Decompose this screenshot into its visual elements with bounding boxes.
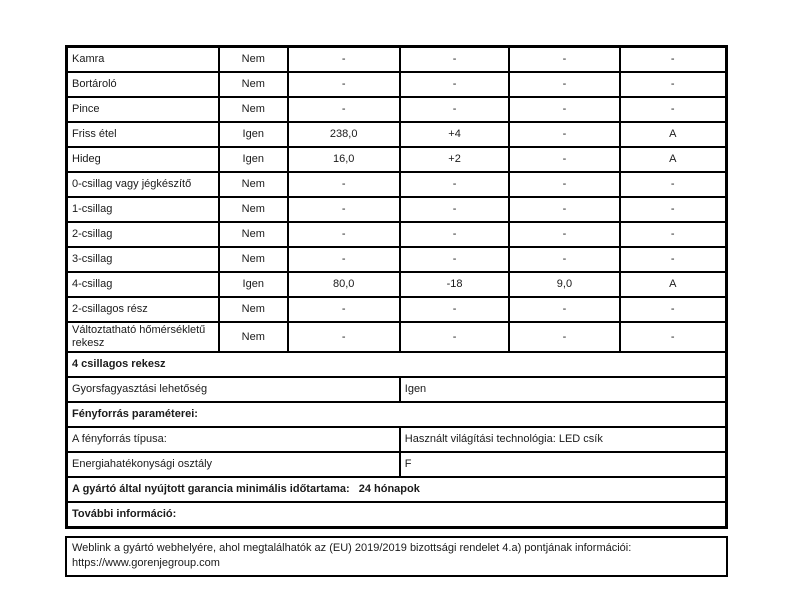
row-value-cell: - <box>288 197 400 222</box>
table-row <box>67 322 727 352</box>
row-value-cell: - <box>509 322 619 352</box>
table-row <box>67 72 727 97</box>
row-label-cell: 1-csillag <box>67 197 219 222</box>
row-value-cell: Nem <box>219 247 288 272</box>
table-row <box>67 297 727 322</box>
table-row <box>67 247 727 272</box>
weblink-box <box>65 536 728 577</box>
row-value-cell: - <box>509 97 619 122</box>
product-fiche-document <box>65 45 728 577</box>
fast-freeze-label: Gyorsfagyasztási lehetőség <box>67 377 400 402</box>
row-label-cell: Változtatható hőmérsékletű rekesz <box>67 322 219 352</box>
row-value-cell: +4 <box>400 122 510 147</box>
energy-class-value: F <box>400 452 727 477</box>
row-value-cell: A <box>620 272 727 297</box>
table-row <box>67 97 727 122</box>
row-value-cell: - <box>288 222 400 247</box>
warranty-label: A gyártó által nyújtott garancia minimális időtartama: <box>72 483 350 495</box>
row-label-cell: 3-csillag <box>67 247 219 272</box>
row-value-cell: - <box>620 97 727 122</box>
row-value-cell: Igen <box>219 122 288 147</box>
table-row <box>67 147 727 172</box>
row-value-cell: A <box>620 147 727 172</box>
row-value-cell: Nem <box>219 322 288 352</box>
light-source-section-header: Fényforrás paraméterei: <box>67 402 727 427</box>
row-value-cell: Nem <box>219 222 288 247</box>
row-label-cell: 4-csillag <box>67 272 219 297</box>
row-label-cell: 2-csillag <box>67 222 219 247</box>
row-value-cell: - <box>509 297 619 322</box>
row-value-cell: - <box>509 72 619 97</box>
row-value-cell: Igen <box>219 147 288 172</box>
row-value-cell: - <box>400 247 510 272</box>
row-value-cell: - <box>620 47 727 73</box>
row-value-cell: - <box>288 47 400 73</box>
weblink-text: Weblink a gyártó webhelyére, ahol megtalálhatók az (EU) 2019/2019 bizottsági rendelet 4.a) pontjának információi: <box>72 542 632 554</box>
row-value-cell: - <box>620 197 727 222</box>
row-value-cell: - <box>400 172 510 197</box>
light-source-type-label: A fényforrás típusa: <box>67 427 400 452</box>
row-label-cell: Hideg <box>67 147 219 172</box>
energy-class-label: Energiahatékonysági osztály <box>67 452 400 477</box>
warranty-value: 24 hónapok <box>358 483 420 495</box>
warranty-row <box>67 477 727 502</box>
row-value-cell: - <box>400 197 510 222</box>
table-row <box>67 402 727 427</box>
row-value-cell: 16,0 <box>288 147 400 172</box>
row-value-cell: Nem <box>219 47 288 73</box>
table-row <box>67 502 727 528</box>
four-star-section-header: 4 csillagos rekesz <box>67 352 727 377</box>
row-value-cell: - <box>509 47 619 73</box>
row-value-cell: -18 <box>400 272 510 297</box>
row-label-cell: Kamra <box>67 47 219 73</box>
row-value-cell: - <box>288 297 400 322</box>
compartment-rows <box>67 47 727 353</box>
row-value-cell: - <box>288 247 400 272</box>
table-row <box>67 427 727 452</box>
row-label-cell: Friss étel <box>67 122 219 147</box>
row-value-cell: 80,0 <box>288 272 400 297</box>
row-value-cell: - <box>400 47 510 73</box>
row-label-cell: 0-csillag vagy jégkészítő <box>67 172 219 197</box>
row-value-cell: - <box>509 147 619 172</box>
weblink-url: https://www.gorenjegroup.com <box>72 557 220 569</box>
row-value-cell: - <box>620 222 727 247</box>
row-label-cell: Pince <box>67 97 219 122</box>
row-value-cell: A <box>620 122 727 147</box>
row-value-cell: 238,0 <box>288 122 400 147</box>
row-value-cell: - <box>620 322 727 352</box>
row-value-cell: 9,0 <box>509 272 619 297</box>
row-value-cell: - <box>400 297 510 322</box>
row-value-cell: - <box>509 122 619 147</box>
table-row <box>67 172 727 197</box>
row-value-cell: - <box>400 97 510 122</box>
row-value-cell: - <box>400 322 510 352</box>
row-value-cell: - <box>620 247 727 272</box>
row-value-cell: - <box>509 222 619 247</box>
row-value-cell: - <box>288 322 400 352</box>
row-value-cell: - <box>400 222 510 247</box>
table-row <box>67 222 727 247</box>
row-value-cell: - <box>288 72 400 97</box>
more-info-section-header: További információ: <box>67 502 727 528</box>
row-value-cell: Nem <box>219 197 288 222</box>
table-row <box>67 272 727 297</box>
row-value-cell: - <box>288 97 400 122</box>
fast-freeze-value: Igen <box>400 377 727 402</box>
table-row <box>67 197 727 222</box>
row-label-cell: Bortároló <box>67 72 219 97</box>
row-value-cell: - <box>288 172 400 197</box>
table-row <box>67 452 727 477</box>
row-label-cell: 2-csillagos rész <box>67 297 219 322</box>
row-value-cell: Nem <box>219 172 288 197</box>
row-value-cell: Nem <box>219 97 288 122</box>
row-value-cell: - <box>509 197 619 222</box>
row-value-cell: - <box>620 172 727 197</box>
row-value-cell: - <box>620 72 727 97</box>
row-value-cell: Nem <box>219 297 288 322</box>
light-source-type-value: Használt világítási technológia: LED csík <box>400 427 727 452</box>
row-value-cell: - <box>400 72 510 97</box>
table-row <box>67 122 727 147</box>
table-row <box>67 352 727 377</box>
row-value-cell: Igen <box>219 272 288 297</box>
row-value-cell: - <box>509 247 619 272</box>
product-fiche-table <box>65 45 728 529</box>
table-row <box>67 47 727 73</box>
row-value-cell: +2 <box>400 147 510 172</box>
row-value-cell: Nem <box>219 72 288 97</box>
row-value-cell: - <box>509 172 619 197</box>
table-row <box>67 477 727 502</box>
row-value-cell: - <box>620 297 727 322</box>
table-row <box>67 377 727 402</box>
